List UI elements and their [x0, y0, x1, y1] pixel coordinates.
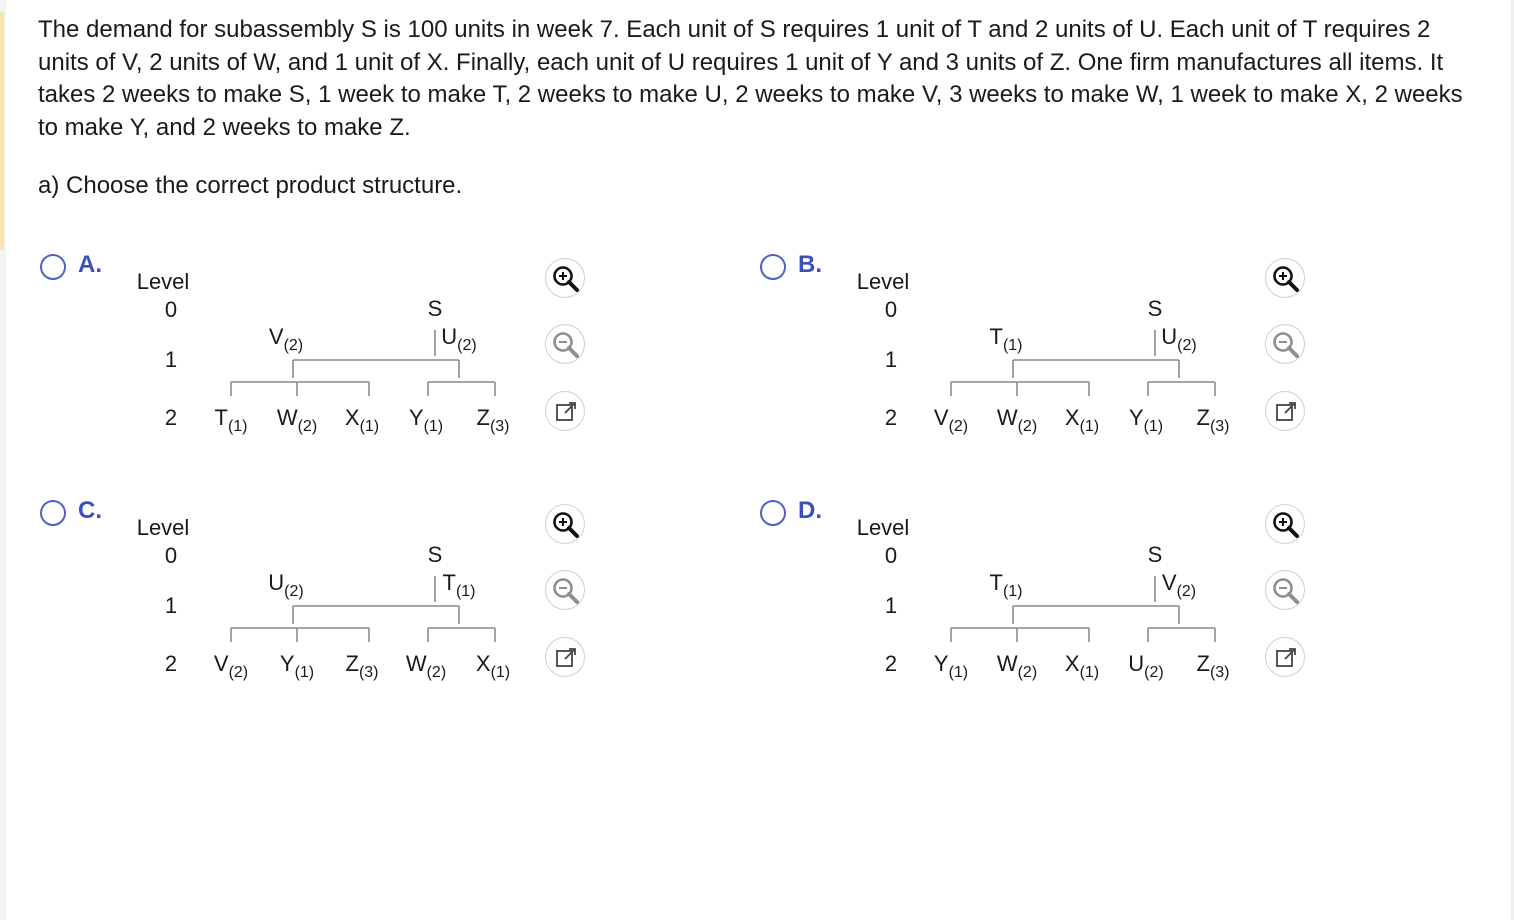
level-2-node: $U_{(2)}$	[1128, 651, 1164, 681]
zoom-out-icon	[546, 325, 586, 365]
level-0-label: 0	[164, 543, 178, 568]
option-b-zoom-in-button[interactable]	[1265, 258, 1305, 298]
option-c-radio[interactable]	[40, 500, 66, 526]
level-1-label: 1	[164, 593, 178, 618]
level-1-node: $V_{(2)}$	[268, 324, 304, 354]
level-2-label: 2	[164, 651, 178, 676]
level-2-node: $V_{(2)}$	[933, 405, 969, 435]
popout-icon	[546, 392, 586, 432]
level-2-label: 2	[884, 405, 898, 430]
level-1-label: 1	[884, 347, 898, 372]
option-c[interactable]	[40, 496, 760, 721]
option-c-zoom-out-button[interactable]	[545, 570, 585, 610]
level-0-label: 0	[164, 297, 178, 322]
option-c-letter: C.	[78, 497, 102, 524]
zoom-in-icon	[1266, 505, 1306, 545]
level-2-label: 2	[884, 651, 898, 676]
option-a-radio[interactable]	[40, 254, 66, 280]
level-2-node: $X_{(1)}$	[344, 405, 380, 435]
option-d-zoom-out-button[interactable]	[1265, 570, 1305, 610]
level-2-node: $W_{(2)}$	[996, 405, 1038, 435]
level-heading: Level	[136, 515, 190, 540]
level-2-node: $W_{(2)}$	[405, 651, 447, 681]
option-b-product-structure	[848, 264, 1258, 464]
level-2-node: $Y_{(1)}$	[1128, 405, 1164, 435]
level-2-node: $Z_{(3)}$	[345, 651, 379, 681]
option-d-letter: D.	[798, 497, 822, 524]
option-b-radio[interactable]	[760, 254, 786, 280]
option-a-product-structure	[128, 264, 538, 464]
level-2-node: $Z_{(3)}$	[1196, 651, 1230, 681]
level-2-label: 2	[164, 405, 178, 430]
level-2-node: $W_{(2)}$	[996, 651, 1038, 681]
level-1-node: $T_{(1)}$	[989, 570, 1023, 600]
level-1-label: 1	[164, 347, 178, 372]
popout-icon	[1266, 638, 1306, 678]
zoom-in-icon	[546, 505, 586, 545]
popout-icon	[546, 638, 586, 678]
option-c-zoom-in-button[interactable]	[545, 504, 585, 544]
root-node: S	[427, 542, 443, 567]
root-node: S	[1147, 296, 1163, 321]
question-highlight-bar	[0, 12, 4, 250]
option-a-letter: A.	[78, 251, 102, 278]
level-2-node: $Y_{(1)}$	[279, 651, 315, 681]
level-0-label: 0	[884, 297, 898, 322]
root-node: S	[427, 296, 443, 321]
level-1-node: $V_{(2)}$	[1161, 570, 1197, 600]
option-a-popout-button[interactable]	[545, 391, 585, 431]
level-2-node: $X_{(1)}$	[475, 651, 511, 681]
level-1-node: $U_{(2)}$	[268, 570, 304, 600]
level-2-node: $Y_{(1)}$	[408, 405, 444, 435]
zoom-in-icon	[1266, 259, 1306, 299]
zoom-in-icon	[546, 259, 586, 299]
popout-icon	[1266, 392, 1306, 432]
level-heading: Level	[856, 515, 910, 540]
level-1-node: $T_{(1)}$	[989, 324, 1023, 354]
option-a-zoom-out-button[interactable]	[545, 324, 585, 364]
level-2-node: $Z_{(3)}$	[476, 405, 510, 435]
zoom-out-icon	[1266, 571, 1306, 611]
level-2-node: $X_{(1)}$	[1064, 405, 1100, 435]
zoom-out-icon	[1266, 325, 1306, 365]
level-2-node: $T_{(1)}$	[214, 405, 248, 435]
option-a[interactable]	[40, 250, 760, 475]
level-1-label: 1	[884, 593, 898, 618]
level-2-node: $Y_{(1)}$	[933, 651, 969, 681]
option-d-zoom-in-button[interactable]	[1265, 504, 1305, 544]
option-a-zoom-in-button[interactable]	[545, 258, 585, 298]
option-b[interactable]	[760, 250, 1480, 475]
option-d[interactable]	[760, 496, 1480, 721]
level-1-node: $U_{(2)}$	[1161, 324, 1197, 354]
level-1-node: $T_{(1)}$	[442, 570, 476, 600]
level-1-node: $U_{(2)}$	[441, 324, 477, 354]
root-node: S	[1147, 542, 1163, 567]
option-c-product-structure	[128, 510, 538, 710]
option-b-letter: B.	[798, 251, 822, 278]
option-c-popout-button[interactable]	[545, 637, 585, 677]
level-heading: Level	[856, 269, 910, 294]
level-2-node: $X_{(1)}$	[1064, 651, 1100, 681]
zoom-out-icon	[546, 571, 586, 611]
level-2-node: $V_{(2)}$	[213, 651, 249, 681]
level-heading: Level	[136, 269, 190, 294]
option-b-popout-button[interactable]	[1265, 391, 1305, 431]
level-2-node: $Z_{(3)}$	[1196, 405, 1230, 435]
option-d-popout-button[interactable]	[1265, 637, 1305, 677]
level-2-node: $W_{(2)}$	[276, 405, 318, 435]
option-d-radio[interactable]	[760, 500, 786, 526]
question-prompt: a) Choose the correct product structure.	[38, 172, 463, 199]
question-text: The demand for subassembly S is 100 units in week 7. Each unit of S requires 1 unit of T and 2 units of U. Each unit of T requires 2 units of V, 2 units of W, and 1 unit of X. Finally, each unit of U requires 1 unit of Y and 3 units of Z. One firm manufactures all items. It takes 2 weeks to make S, 1 week to make T, 2 weeks to make U, 2 weeks to make V, 3 weeks to make W, 1 week to make X, 2 weeks to make Y, and 2 weeks to make Z.	[38, 16, 1463, 141]
option-b-zoom-out-button[interactable]	[1265, 324, 1305, 364]
level-0-label: 0	[884, 543, 898, 568]
option-d-product-structure	[848, 510, 1258, 710]
